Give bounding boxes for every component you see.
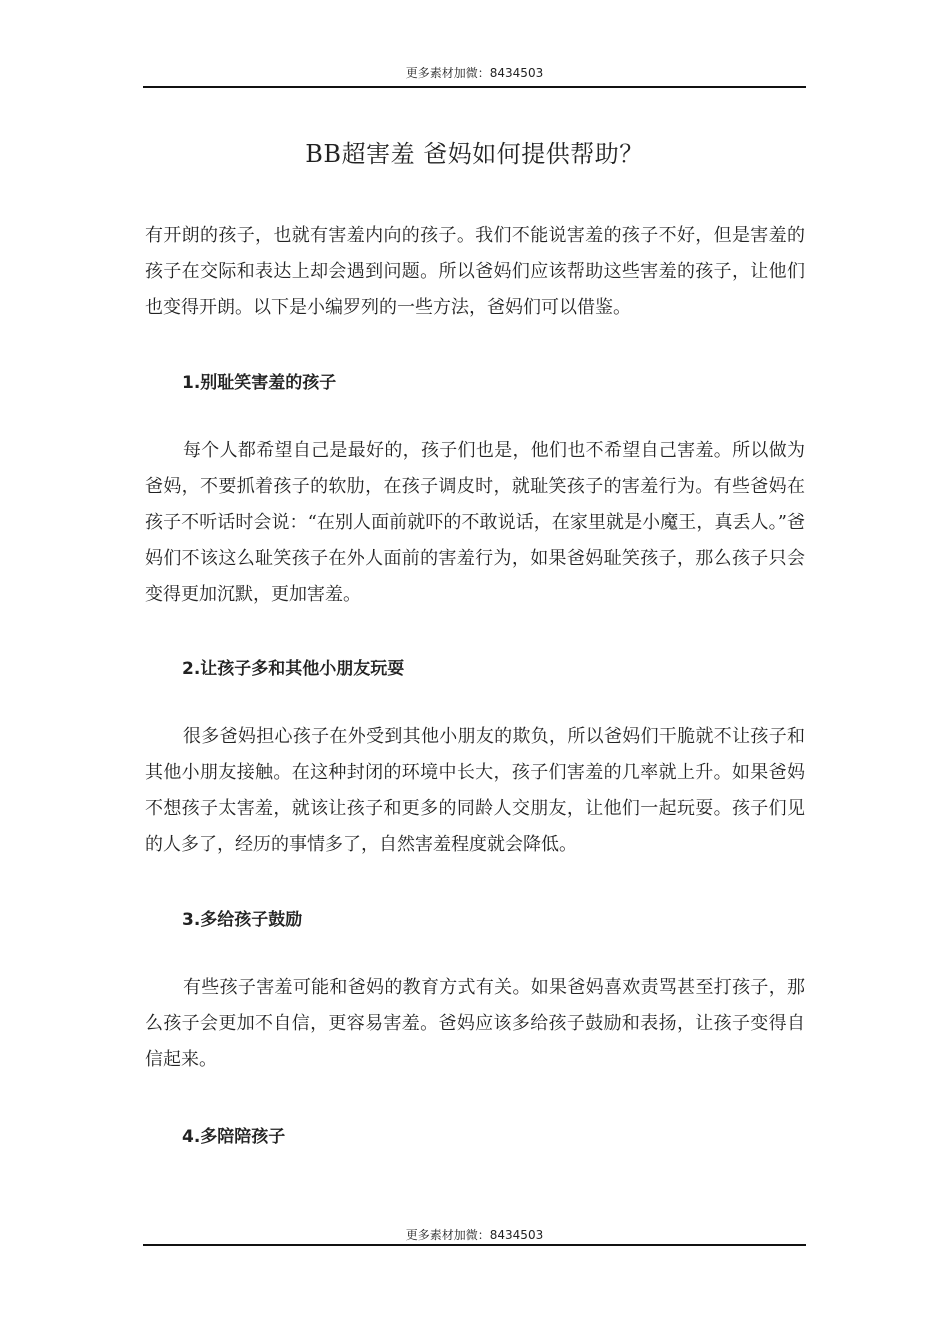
section-heading-2: 2.让孩子多和其他小朋友玩耍 bbox=[182, 659, 405, 679]
section-heading-4: 4.多陪陪孩子 bbox=[182, 1127, 286, 1147]
footer-divider bbox=[143, 1244, 806, 1246]
section-body-1: 每个人都希望自己是最好的，孩子们也是，他们也不希望自己害羞。所以做为爸妈，不要抓着孩子的软肋，在孩子调皮时，就耻笑孩子的害羞行为。有些爸妈在孩子不听话时会说：“在别人面前就吓的不敢说话，在家里就是小魔王，真丢人。”爸妈们不该这么耻笑孩子在外人面前的害羞行为，如果爸妈耻笑孩子，那么孩子只会变得更加沉默，更加害羞。 bbox=[145, 440, 805, 605]
article-title: BB超害羞 爸妈如何提供帮助？ bbox=[305, 140, 644, 168]
section-body-2: 很多爸妈担心孩子在外受到其他小朋友的欺负，所以爸妈们干脆就不让孩子和其他小朋友接触。在这种封闭的环境中长大，孩子们害羞的几率就上升。如果爸妈不想孩子太害羞，就该让孩子和更多的同龄人交朋友，让他们一起玩耍。孩子们见的人多了，经历的事情多了，自然害羞程度就会降低。 bbox=[145, 726, 805, 855]
section-heading-1: 1.别耻笑害羞的孩子 bbox=[182, 373, 337, 393]
section-body-3: 有些孩子害羞可能和爸妈的教育方式有关。如果爸妈喜欢责骂甚至打孩子，那么孩子会更加不自信，更容易害羞。爸妈应该多给孩子鼓励和表扬，让孩子变得自信起来。 bbox=[145, 977, 805, 1070]
page-header: 更多素材加微：8434503 bbox=[405, 66, 544, 80]
section-heading-3: 3.多给孩子鼓励 bbox=[182, 910, 303, 930]
intro-paragraph: 有开朗的孩子，也就有害羞内向的孩子。我们不能说害羞的孩子不好，但是害羞的孩子在交际和表达上却会遇到问题。所以爸妈们应该帮助这些害羞的孩子，让他们也变得开朗。以下是小编罗列的一些方法，爸妈们可以借鉴。 bbox=[145, 225, 805, 318]
page-footer: 更多素材加微：8434503 bbox=[405, 1228, 544, 1242]
header-divider bbox=[143, 86, 806, 88]
